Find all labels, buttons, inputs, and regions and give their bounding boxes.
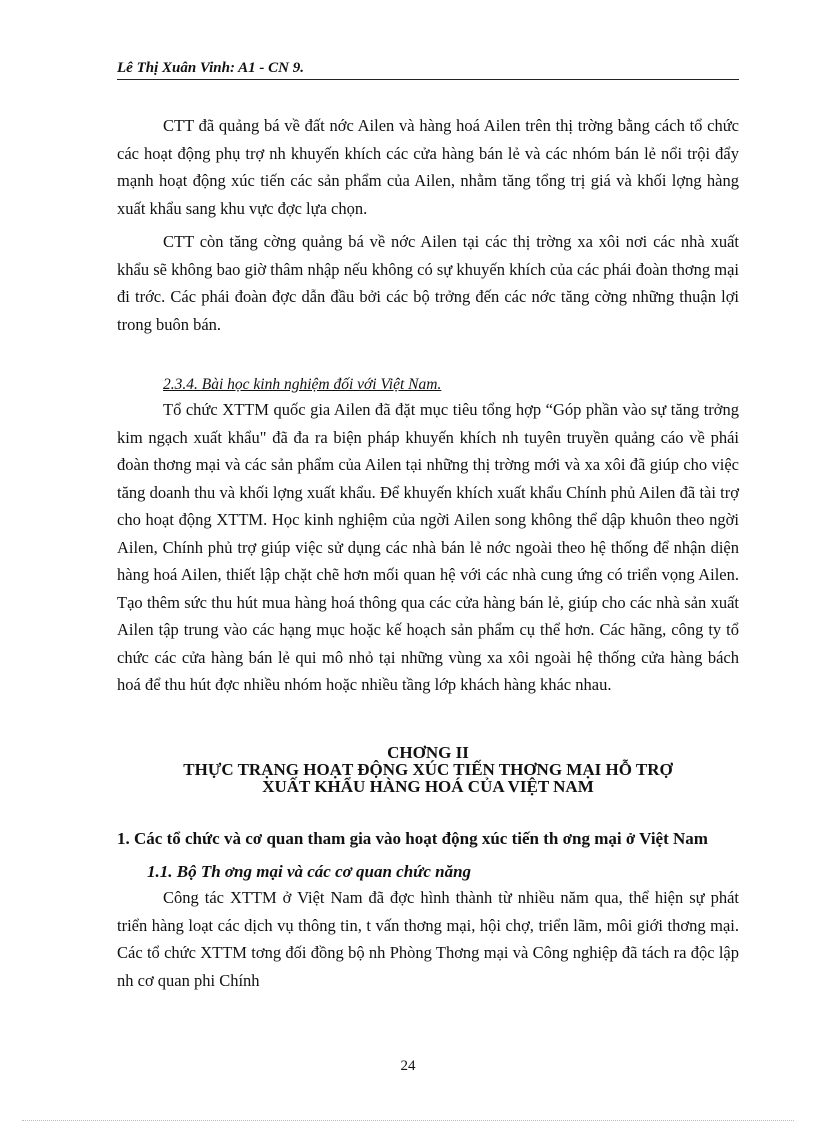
- page-bottom-divider: [22, 1120, 794, 1121]
- lessons-subheading: 2.3.4. Bài học kinh nghiệm đối với Việt Nam.: [163, 376, 442, 393]
- paragraph-lessons: Tổ chức XTTM quốc gia Ailen đã đặt mục tiêu tổng hợp “Góp phần vào sự tăng trởng kim ngạch xuất khẩu" đã đa ra biện pháp khuyến khích nh tuyên truyền quảng cáo về phái đoàn thơng mại và các sản phẩm của Ailen tại những thị trờng mới và xa xôi đã giúp cho việc tăng doanh thu và khối lợng xuất khẩu. Để khuyến khích xuất khẩu Chính phủ Ailen đã tài trợ cho hoạt động XTTM. Học kinh nghiệm của ngời Ailen song không thể dập khuôn theo ngời Ailen, Chính phủ trợ giúp việc sử dụng các nhà bán lẻ nớc ngoài theo hệ thống để nhận diện hàng hoá Ailen, thiết lập chặt chẽ hơn mối quan hệ với các nhà cung ứng có triển vọng Ailen. Tạo thêm sức thu hút mua hàng hoá thông qua các cửa hàng bán lẻ, giúp cho các nhà sản xuất Ailen tập trung vào các hạng mục hoặc kế hoạch sản phẩm cụ thể hơn. Các hãng, công ty tổ chức các cửa hàng bán lẻ qui mô nhỏ tại những vùng xa xôi ngoài hệ thống cửa hàng bách hoá để thu hút đợc nhiều nhóm hoặc nhiều tầng lớp khách hàng khác nhau.: [117, 400, 739, 694]
- section-c: [117, 830, 739, 1000]
- subsection-heading: 1.1. Bộ Th ơng mại và các cơ quan chức năng: [147, 862, 472, 881]
- chapter-title-line-2: XUẤT KHẨU HÀNG HOÁ CỦA VIỆT NAM: [262, 777, 594, 796]
- chapter-title-line-1: THỰC TRẠNG HOẠT ĐỘNG XÚC TIẾN THƠNG MẠI HỖ TRỢ: [183, 760, 673, 779]
- paragraph-ctt-promotion: CTT đã quảng bá về đất nớc Ailen và hàng hoá Ailen trên thị trờng bằng cách tổ chức các hoạt động phụ trợ nh khuyến khích các cửa hàng bán lẻ và các nhóm bán lẻ nổi trội đẩy mạnh hoạt động xúc tiến các sản phẩm của Ailen, nhằm tăng tổng trị giá và khối lợng hàng xuất khẩu sang khu vực đợc lựa chọn.: [117, 116, 739, 218]
- paragraph-ministry: Công tác XTTM ở Việt Nam đã đợc hình thành từ nhiều năm qua, thể hiện sự phát triển hàng loạt các dịch vụ thông tin, t vấn thơng mại, hội chợ, triển lãm, môi giới thơng mại. Các tổ chức XTTM tơng đối đồng bộ nh Phòng Thơng mại và Công nghiệp đã tách ra độc lập nh cơ quan phi Chính: [117, 888, 739, 990]
- section-heading: 1. Các tổ chức và cơ quan tham gia vào hoạt động xúc tiến th ơng mại ở Việt Nam: [117, 829, 708, 848]
- section-b: [117, 366, 739, 705]
- paragraph-ctt-remote-markets: CTT còn tăng cờng quảng bá về nớc Ailen tại các thị trờng xa xôi nơi các nhà xuất khẩu sẽ không bao giờ thâm nhập nếu không có sự khuyến khích của các phái đoàn thơng mại đi trớc. Các phái đoàn đợc dẫn đầu bởi các bộ trởng đến các nớc tăng cờng những thuận lợi trong buôn bán.: [117, 232, 739, 334]
- section-a: [117, 112, 739, 344]
- page-number: 24: [400, 1058, 416, 1074]
- document-header: Lê Thị Xuân Vinh: A1 - CN 9.: [117, 60, 739, 80]
- chapter-block: [117, 744, 739, 795]
- chapter-label: CHƠNG II: [387, 743, 469, 762]
